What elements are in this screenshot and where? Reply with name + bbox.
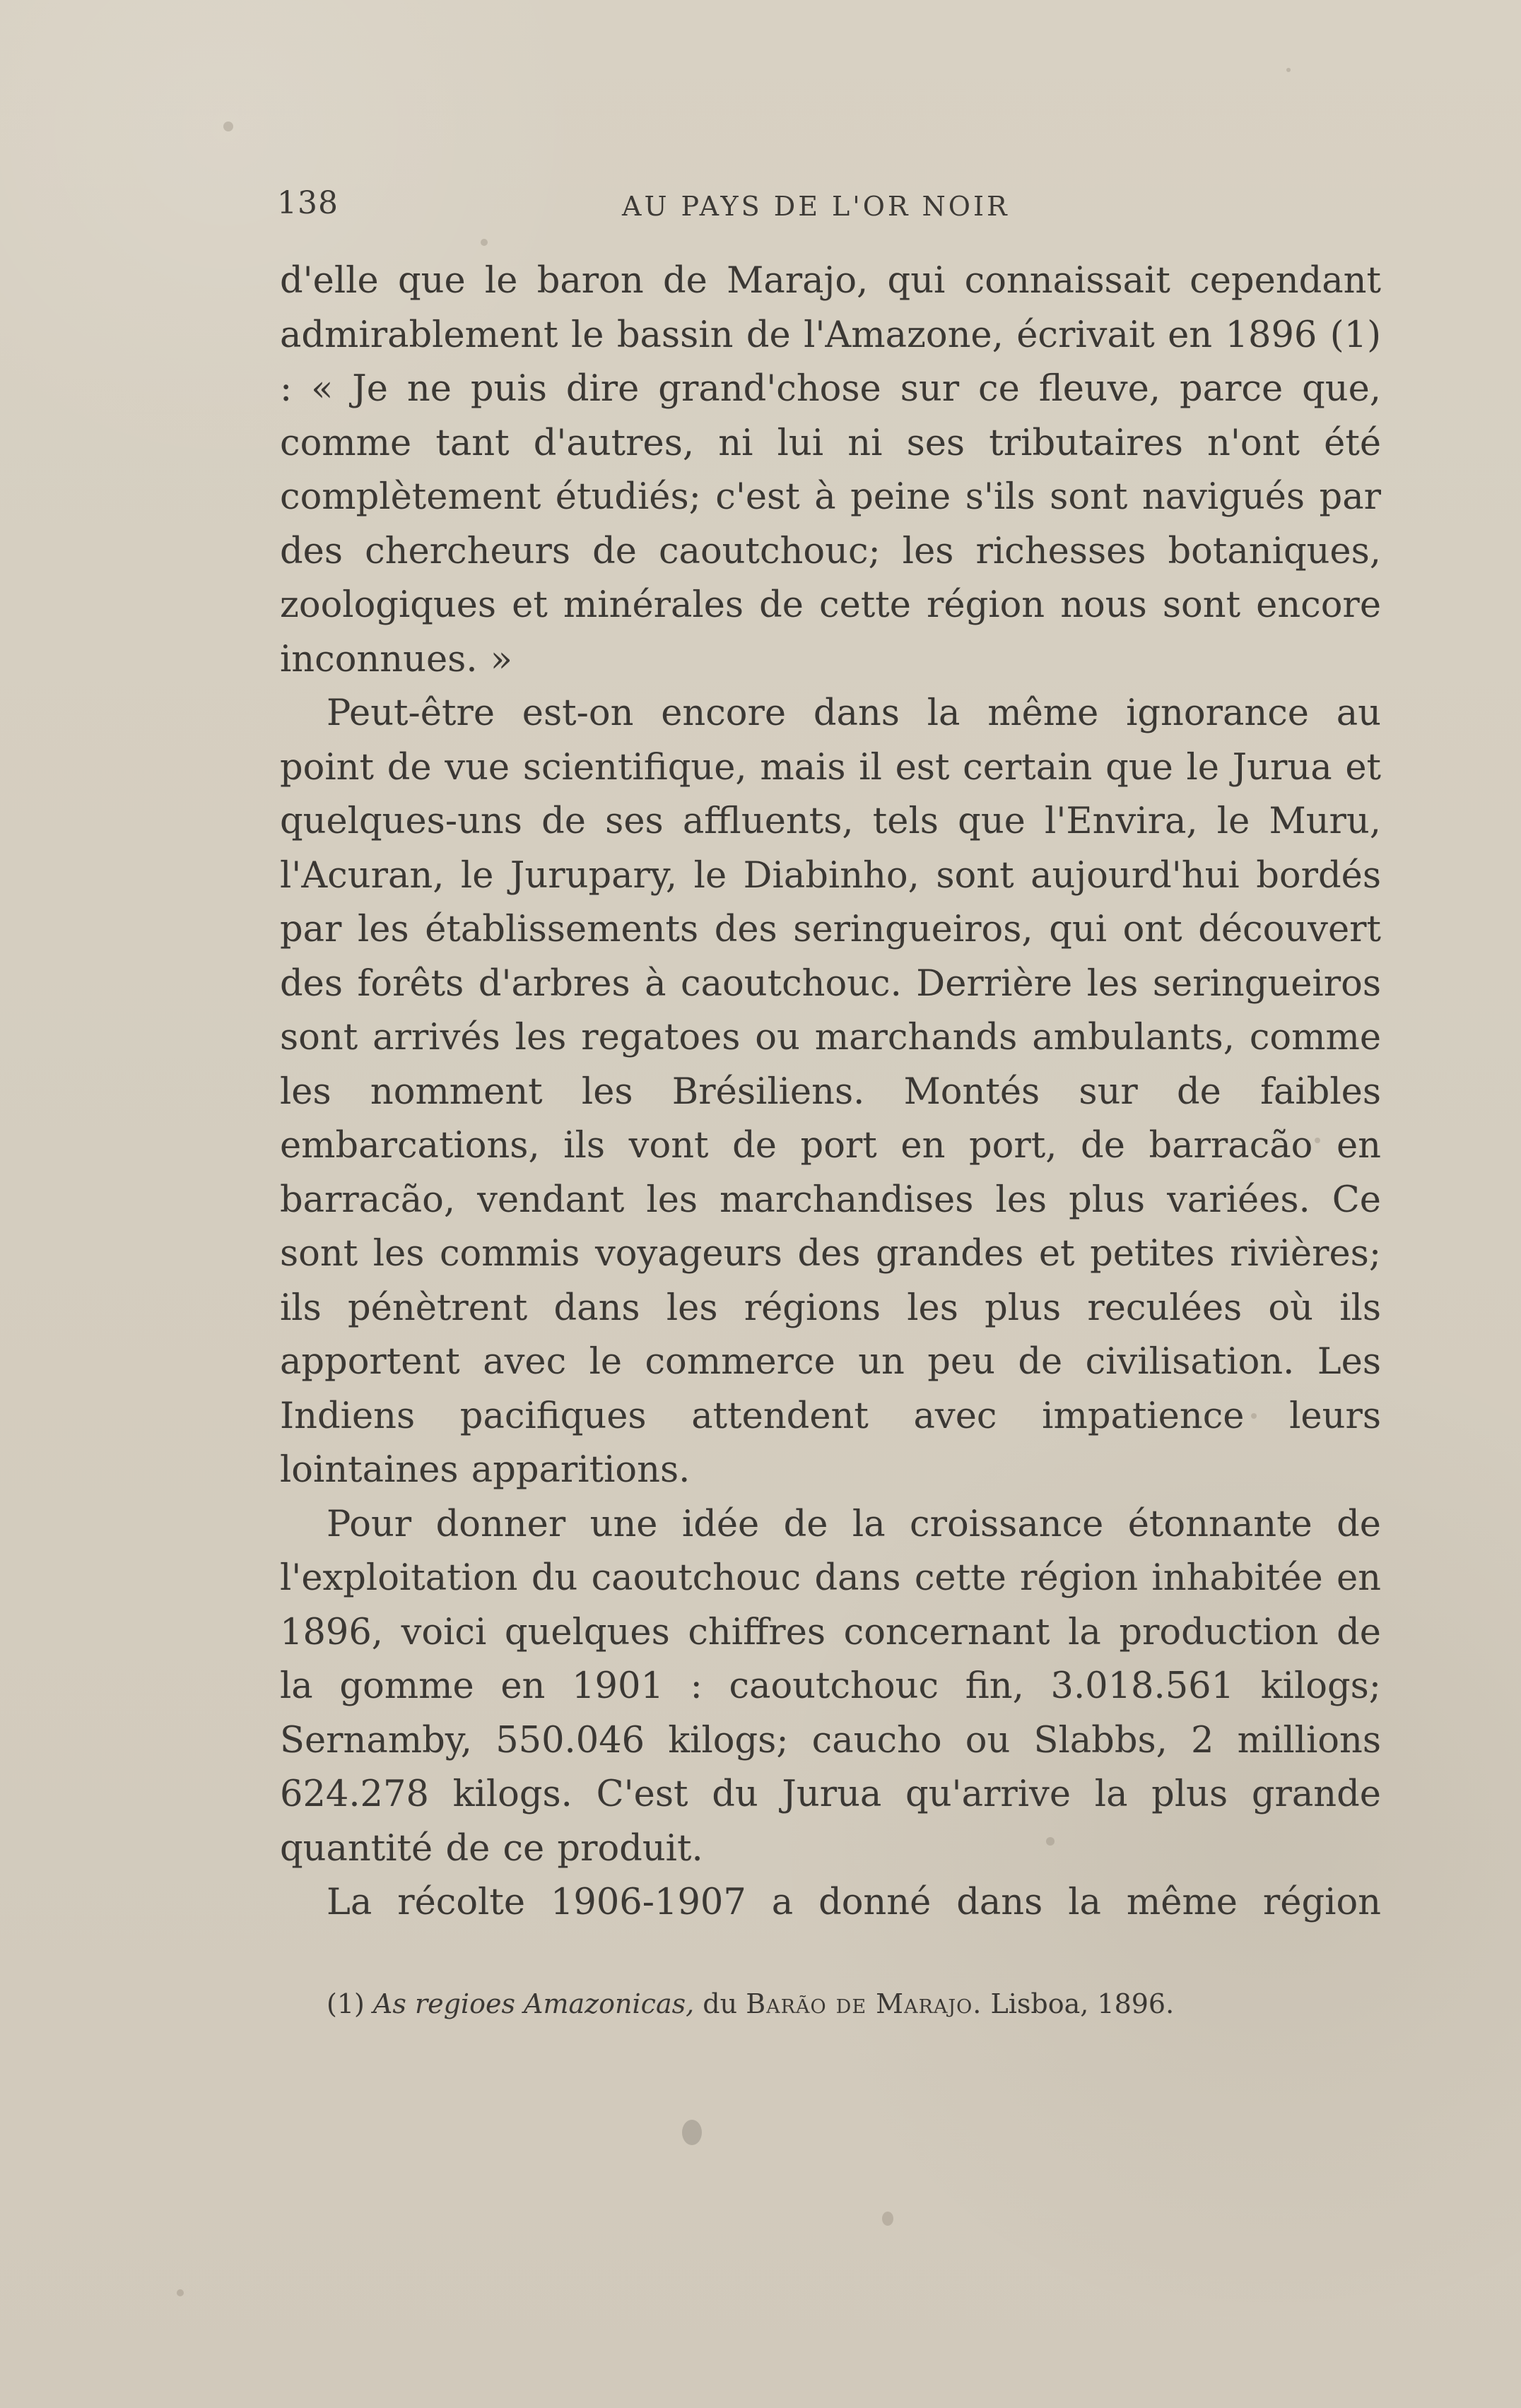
paper-speck bbox=[481, 239, 488, 246]
running-head bbox=[277, 185, 1380, 235]
paper-speck bbox=[882, 2212, 893, 2226]
footnote-place-date: Lisboa, 1896. bbox=[990, 1988, 1175, 2019]
footnote-title: As regioes Amazonicas, bbox=[372, 1988, 695, 2019]
paper-speck bbox=[1286, 68, 1291, 72]
footnote-by: du bbox=[703, 1988, 738, 2019]
paragraph-3: Pour donner une idée de la croissance étonnante de l'exploitation du caoutchouc dans cette région inhabitée en 1896, voici quelques chiffres concernant la production de la gomme en 1901 : caoutchouc fin, 3.018.561 kilogs; Sernamby, 550.046 kilogs; caucho ou Slabbs, 2 millions 624.278 kilogs. C'est du Jurua qu'arrive la plus grande quantité de ce produit. bbox=[280, 1503, 1381, 1870]
paragraph-2: Peut-être est-on encore dans la même ignorance au point de vue scientifique, mais il est certain que le Jurua et quelques-uns de ses affluents, tels que l'Envira, le Muru, l'Acuran, le Jurupary, le Diabinho, sont aujourd'hui bordés par les établissements des seringueiros, qui ont découvert des forêts d'arbres à caoutchouc. Derrière les seringueiros sont arrivés les regatoes ou marchands ambulants, comme les nomment les Brésiliens. Montés sur de faibles embarcations, ils vont de port en port, de barracão en barracão, vendant les marchandises les plus variées. Ce sont les commis voyageurs des grandes et petites rivières; ils pénètrent dans les régions les plus reculées où ils apportent avec le commerce un peu de civilisation. Les Indiens pacifiques attendent avec impatience leurs lointaines apparitions. bbox=[280, 692, 1381, 1491]
body-text bbox=[280, 254, 1381, 1930]
paper-speck bbox=[223, 122, 233, 131]
footnote-marker: (1) bbox=[327, 1988, 365, 2019]
paper-speck bbox=[177, 2289, 184, 2296]
paragraph-1: d'elle que le baron de Marajo, qui connaissait cependant admirablement le bassin de l'Amazone, écrivait en 1896 (1) : « Je ne puis dire grand'chose sur ce fleuve, parce que, comme tant d'autres, ni lui ni ses tributaires n'ont été complètement étudiés; c'est à peine s'ils sont navigués par des chercheurs de caoutchouc; les richesses botaniques, zoologiques et minérales de cette région nous sont encore inconnues. » bbox=[280, 260, 1381, 680]
paper-speck bbox=[1046, 1837, 1055, 1846]
paragraph-4: La récolte 1906-1907 a donné dans la même région bbox=[327, 1882, 1381, 1923]
page-number: 138 bbox=[277, 185, 339, 221]
footnote-author: Barão de Marajo. bbox=[746, 1988, 982, 2019]
running-title: AU PAYS DE L'OR NOIR bbox=[622, 191, 1010, 222]
paper-speck bbox=[682, 2120, 702, 2145]
paper-speck bbox=[1251, 1413, 1257, 1419]
paper-speck bbox=[1315, 1138, 1320, 1143]
footnote bbox=[327, 1988, 1174, 2019]
